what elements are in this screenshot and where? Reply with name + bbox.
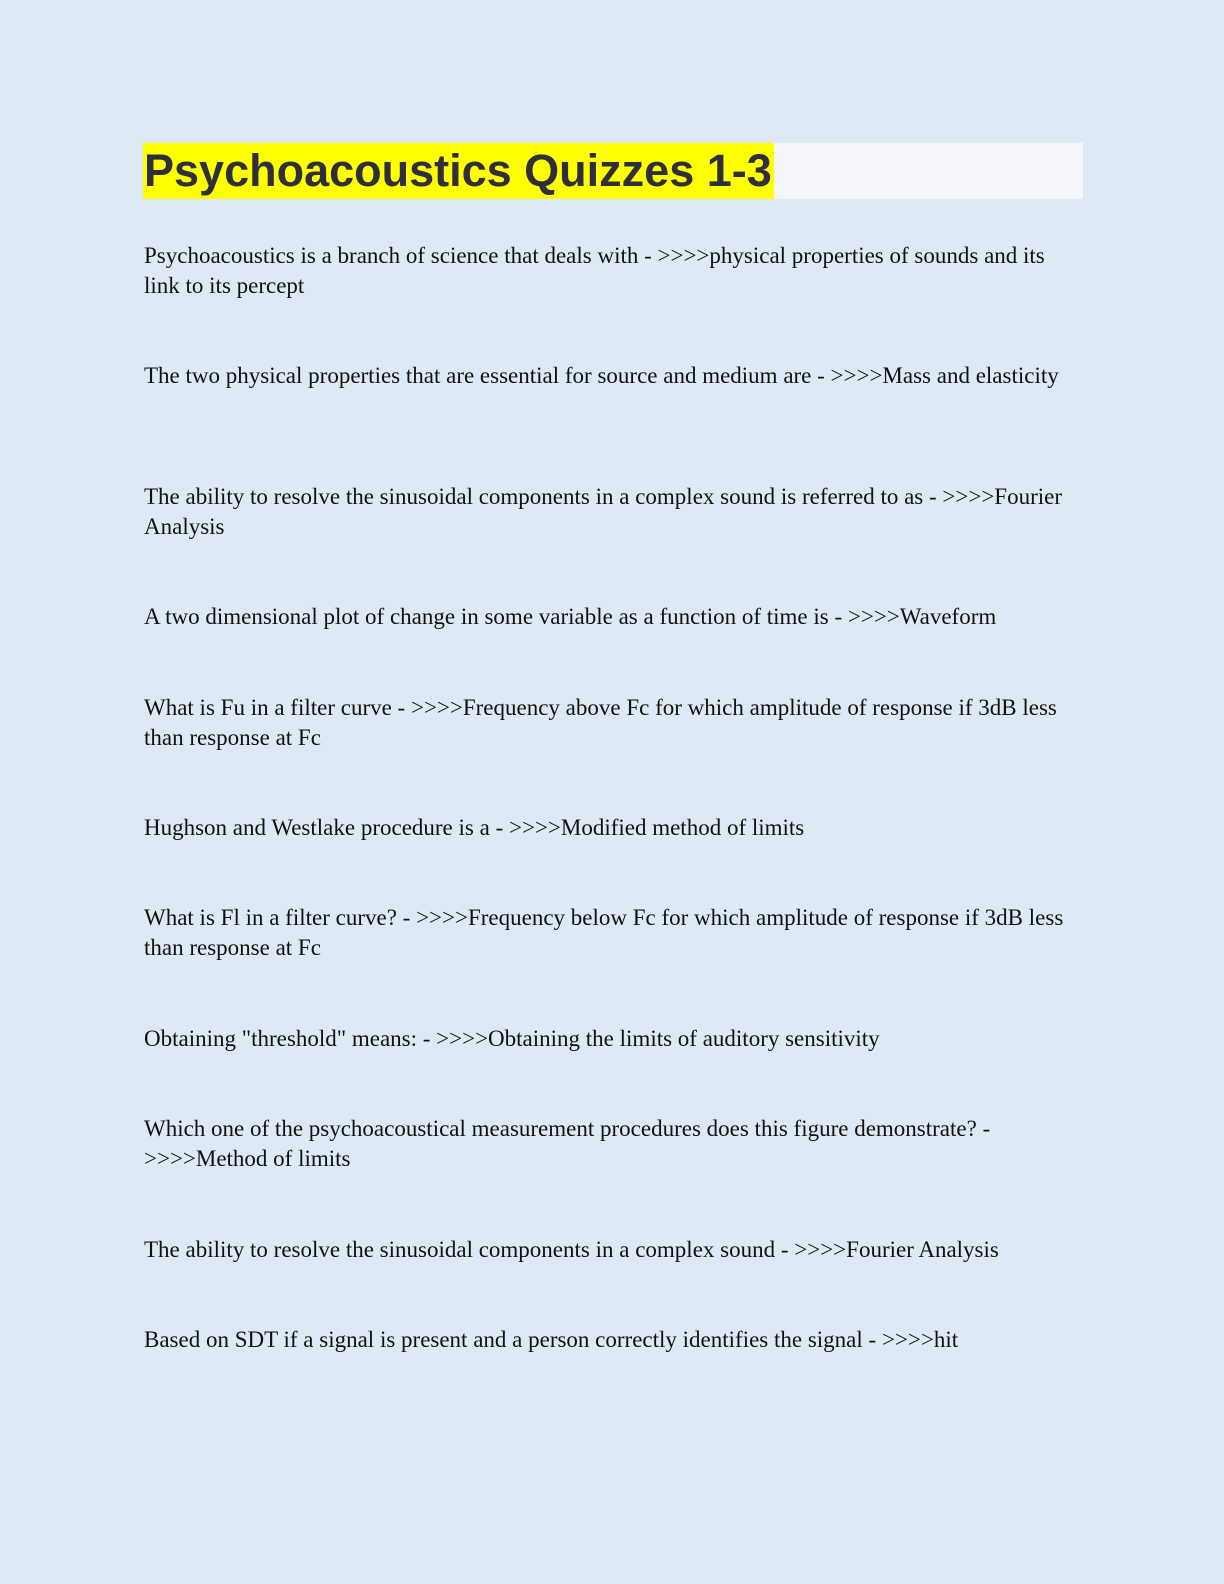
qa-item: Based on SDT if a signal is present and a person correctly identifies the signal - >>>>hit	[144, 1327, 959, 1352]
qa-item: The two physical properties that are essential for source and medium are - >>>>Mass and elasticity	[144, 363, 1059, 388]
page-title: Psychoacoustics Quizzes 1-3	[143, 143, 774, 199]
qa-item: Hughson and Westlake procedure is a - >>>>Modified method of limits	[144, 815, 805, 840]
qa-item: A two dimensional plot of change in some variable as a function of time is - >>>>Waveform	[144, 604, 997, 629]
qa-item: Psychoacoustics is a branch of science that deals with - >>>>physical properties of sounds and its link to its percept	[144, 243, 1045, 298]
qa-item: Obtaining "threshold" means: - >>>>Obtaining the limits of auditory sensitivity	[144, 1026, 880, 1051]
qa-item: Which one of the psychoacoustical measurement procedures does this figure demonstrate? - >>>>Method of limits	[144, 1116, 991, 1171]
qa-item: The ability to resolve the sinusoidal components in a complex sound is referred to as - >>>>Fourier Analysis	[144, 484, 1063, 539]
qa-item: What is Fl in a filter curve? - >>>>Frequency below Fc for which amplitude of response if 3dB less than response at Fc	[144, 905, 1064, 960]
qa-item: The ability to resolve the sinusoidal components in a complex sound - >>>>Fourier Analysis	[144, 1237, 999, 1262]
qa-item: What is Fu in a filter curve - >>>>Frequency above Fc for which amplitude of response if 3dB less than response at Fc	[144, 695, 1057, 750]
